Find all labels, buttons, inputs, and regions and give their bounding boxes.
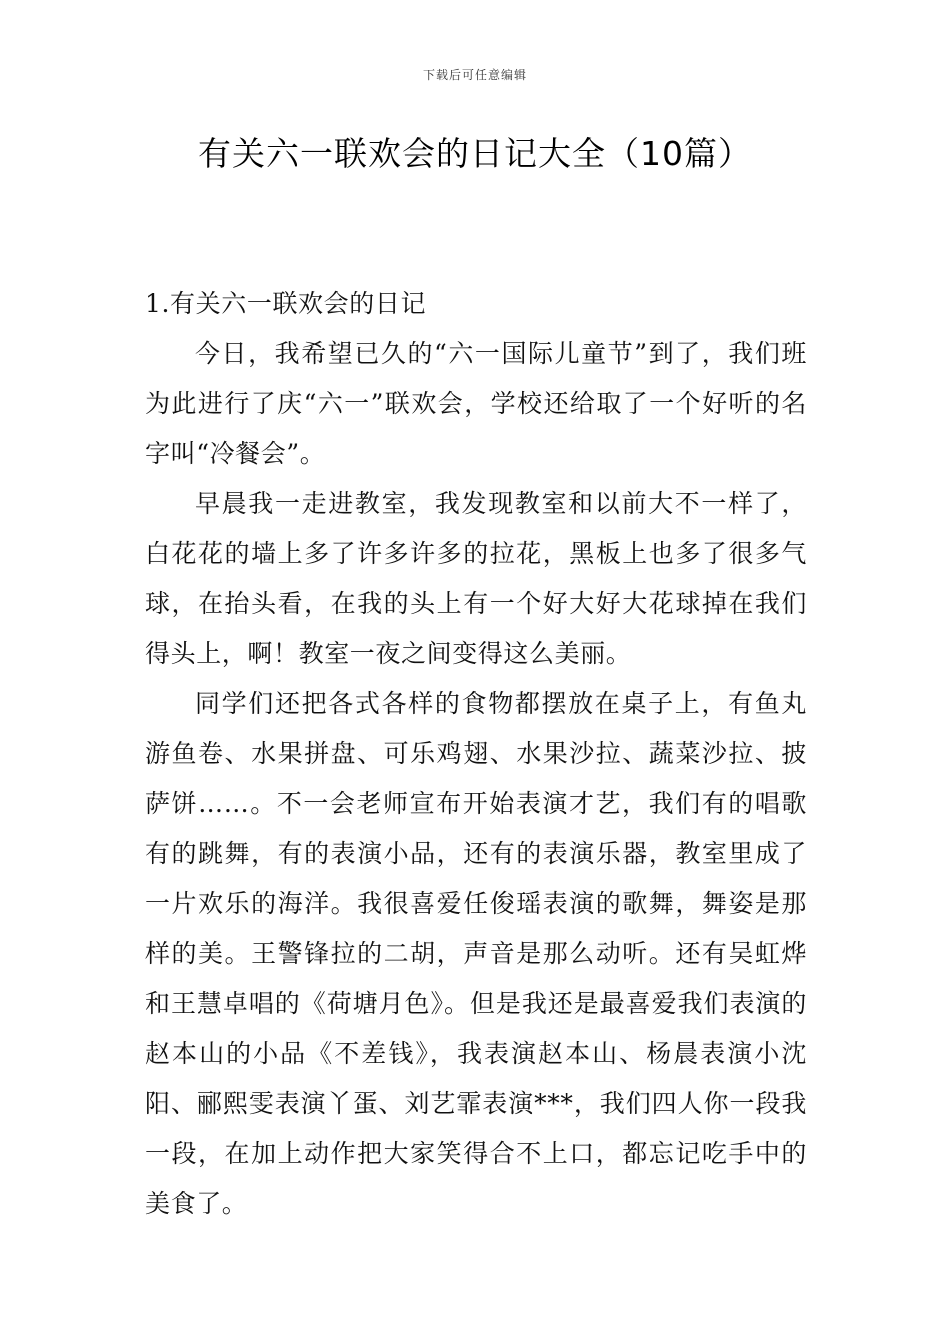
document-body xyxy=(145,279,807,1229)
header-note: 下载后可任意编辑 xyxy=(422,68,527,82)
document-title: 有关六一联欢会的日记大全（10篇） xyxy=(198,134,752,173)
paragraph: 同学们还把各式各样的食物都摆放在桌子上，有鱼丸游鱼卷、水果拼盘、可乐鸡翅、水果沙拉、蔬菜沙拉、披萨饼……。不一会老师宣布开始表演才艺，我们有的唱歌有的跳舞，有的表演小品，还有的表演乐器，教室里成了一片欢乐的海洋。我很喜爱任俊瑶表演的歌舞，舞姿是那样的美。王警锋拉的二胡，声音是那么动听。还有吴虹烨和王慧卓唱的《荷塘月色》。但是我还是最喜爱我们表演的赵本山的小品《不差钱》，我表演赵本山、杨晨表演小沈阳、郦熙雯表演丫蛋、刘艺霏表演***，我们四人你一段我一段，在加上动作把大家笑得合不上口，都忘记吃手中的美食了。 xyxy=(145,689,807,1218)
paragraph: 早晨我一走进教室，我发现教室和以前大不一样了，白花花的墙上多了许多许多的拉花，黑板上也多了很多气球，在抬头看，在我的头上有一个好大好大花球掉在我们得头上，啊！教室一夜之间变得这么美丽。 xyxy=(145,489,807,668)
paragraph: 今日，我希望已久的“六一国际儿童节”到了，我们班为此进行了庆“六一”联欢会，学校还给取了一个好听的名字叫“冷餐会”。 xyxy=(145,339,807,468)
section-heading: 1.有关六一联欢会的日记 xyxy=(145,289,427,318)
